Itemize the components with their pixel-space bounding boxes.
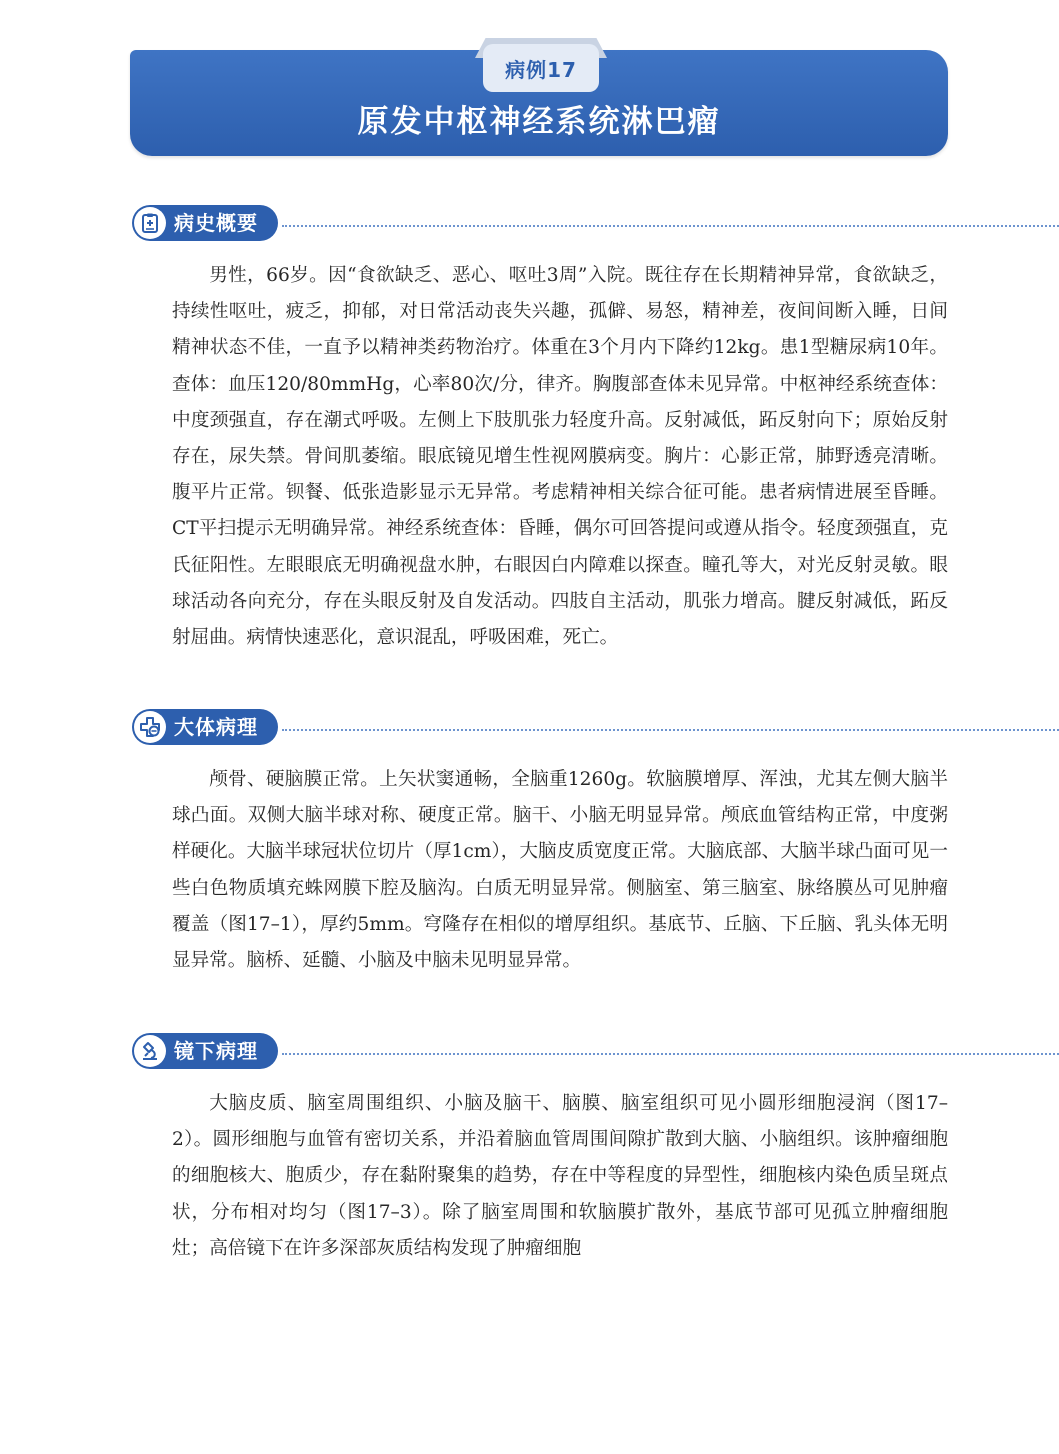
section-title: 病史概要 <box>174 211 258 235</box>
section-title: 大体病理 <box>174 715 258 739</box>
section-header-history <box>132 205 952 241</box>
case-title: 原发中枢神经系统淋巴瘤 <box>357 104 721 140</box>
case-number-tab <box>475 38 607 94</box>
microscope-icon <box>134 1035 166 1067</box>
case-number-label: 病例17 <box>483 44 599 92</box>
section-pill <box>132 1033 278 1069</box>
section-divider <box>282 1053 1059 1055</box>
section-divider <box>282 729 1059 731</box>
clipboard-icon <box>134 207 166 239</box>
section-title: 镜下病理 <box>174 1039 258 1063</box>
section-header-gross-pathology <box>132 709 952 745</box>
section-pill <box>132 205 278 241</box>
section-header-microscopic-pathology <box>132 1033 952 1069</box>
microscopic-pathology-paragraph: 大脑皮质、脑室周围组织、小脑及脑干、脑膜、脑室组织可见小圆形细胞浸润（图17–2）。圆形细胞与血管有密切关系，并沿着脑血管周围间隙扩散到大脑、小脑组织。该肿瘤细胞的细胞核大、胞质少，存在黏附聚集的趋势，存在中等程度的异型性，细胞核内染色质呈斑点状，分布相对均匀（图17–3）。除了脑室周围和软脑膜扩散外，基底节部可见孤立肿瘤细胞灶；高倍镜下在许多深部灰质结构发现了肿瘤细胞 <box>172 1093 948 1259</box>
history-paragraph: 男性，66岁。因“食欲缺乏、恶心、呕吐3周”入院。既往存在长期精神异常，食欲缺乏，持续性呕吐，疲乏，抑郁，对日常活动丧失兴趣，孤僻、易怒，精神差，夜间间断入睡，日间精神状态不佳，一直予以精神类药物治疗。体重在3个月内下降约12kg。患1型糖尿病10年。查体：血压120/80mmHg，心率80次/分，律齐。胸腹部查体未见异常。中枢神经系统查体：中度颈强直，存在潮式呼吸。左侧上下肢肌张力轻度升高。反射减低，跖反射向下；原始反射存在，尿失禁。骨间肌萎缩。眼底镜见增生性视网膜病变。胸片：心影正常，肺野透亮清晰。腹平片正常。钡餐、低张造影显示无异常。考虑精神相关综合征可能。患者病情进展至昏睡。CT平扫提示无明确异常。神经系统查体：昏睡，偶尔可回答提问或遵从指令。轻度颈强直，克氏征阳性。左眼眼底无明确视盘水肿，右眼因白内障难以探查。瞳孔等大，对光反射灵敏。眼球活动各向充分，存在头眼反射及自发活动。四肢自主活动，肌张力增高。腱反射减低，跖反射屈曲。病情快速恶化，意识混乱，呼吸困难，死亡。 <box>172 265 948 649</box>
section-pill <box>132 709 278 745</box>
gross-pathology-paragraph: 颅骨、硬脑膜正常。上矢状窦通畅，全脑重1260g。软脑膜增厚、浑浊，尤其左侧大脑半球凸面。双侧大脑半球对称、硬度正常。脑干、小脑无明显异常。颅底血管结构正常，中度粥样硬化。大脑半球冠状位切片（厚1cm），大脑皮质宽度正常。大脑底部、大脑半球凸面可见一些白色物质填充蛛网膜下腔及脑沟。白质无明显异常。侧脑室、第三脑室、脉络膜丛可见肿瘤覆盖（图17–1），厚约5mm。穹隆存在相似的增厚组织。基底节、丘脑、下丘脑、乳头体无明显异常。脑桥、延髓、小脑及中脑未见明显异常。 <box>172 769 948 972</box>
section-divider <box>282 225 1059 227</box>
medical-cross-icon <box>134 711 166 743</box>
